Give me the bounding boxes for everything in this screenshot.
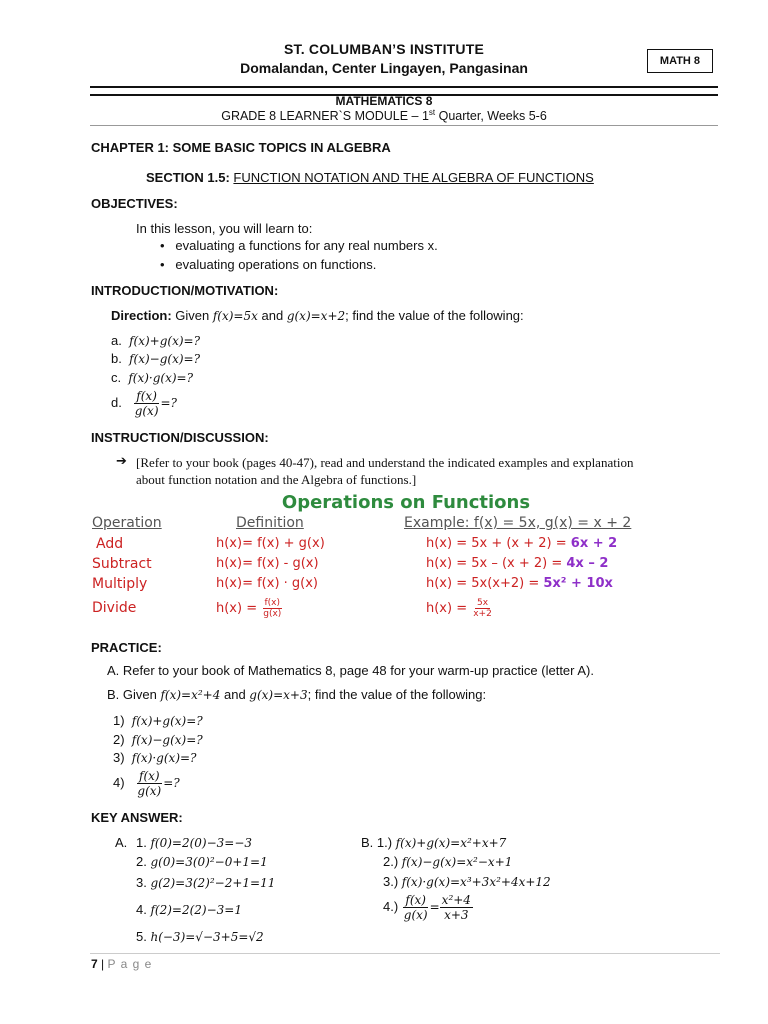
practice-item-4: 4) $\frac{f(x)}{g(x)}$ =? <box>113 769 180 798</box>
operation-row <box>88 556 724 576</box>
operation-row <box>88 598 724 628</box>
direction-line: Direction: Given f(x)=5x and g(x)=x+2; find the value of the following: <box>111 308 524 323</box>
operation-row <box>88 536 724 556</box>
page-word: P a g e <box>107 957 153 971</box>
operation-name: Add <box>96 536 124 552</box>
practice-item-3: 3) f(x)·g(x)=? <box>113 750 197 765</box>
section-name: FUNCTION NOTATION AND THE ALGEBRA OF FUNCTIONS <box>233 170 594 185</box>
introduction-heading: INTRODUCTION/MOTIVATION: <box>91 283 279 298</box>
key-a-item: 5. h(−3)=√−3+5=√2 <box>136 929 264 944</box>
subject-badge <box>647 49 713 73</box>
key-a-item: 3. g(2)=3(2)²−2+1=11 <box>136 875 276 890</box>
operation-example: h(x) = 5x – (x + 2) = 4x – 2 <box>426 556 609 571</box>
section-label: SECTION 1.5: <box>146 170 230 185</box>
key-a-item: 2. g(0)=3(0)²−0+1=1 <box>136 854 268 869</box>
instruction-heading: INSTRUCTION/DISCUSSION: <box>91 430 269 445</box>
operations-header-operation: Operation <box>92 515 162 531</box>
operation-example: h(x) = 5x(x+2) = 5x² + 10x <box>426 576 613 591</box>
operations-header-example: Example: f(x) = 5x, g(x) = x + 2 <box>404 515 632 531</box>
chapter-title: CHAPTER 1: SOME BASIC TOPICS IN ALGEBRA <box>91 140 391 155</box>
instruction-text-1: [Refer to your book (pages 40-47), read and understand the indicated examples and explanation <box>136 455 634 470</box>
objective-item: • evaluating a functions for any real numbers x. <box>160 238 438 253</box>
operations-title: Operations on Functions <box>281 492 531 513</box>
header-thin-rule <box>90 125 718 126</box>
school-name: ST. COLUMBAN’S INSTITUTE <box>283 41 485 57</box>
practice-a: A. Refer to your book of Mathematics 8, page 48 for your warm-up practice (letter A). <box>107 663 594 678</box>
operation-example: h(x) = 5x + (x + 2) = 6x + 2 <box>426 536 618 551</box>
subject-title: MATHEMATICS 8 <box>335 94 433 108</box>
key-b-item: 4.) $\frac{f(x)}{g(x)}$ = $\frac{\text{x²+4}}{x+3}$ <box>383 893 471 922</box>
operation-row <box>88 576 724 596</box>
operation-definition: h(x)= f(x) - g(x) <box>216 556 319 571</box>
operations-image <box>88 490 724 630</box>
practice-item-2: 2) f(x)−g(x)=? <box>113 732 203 747</box>
subject-badge-label: MATH 8 <box>659 55 701 67</box>
operation-name: Subtract <box>92 556 152 572</box>
key-a-label: A. <box>115 835 128 850</box>
practice-item-1: 1) f(x)+g(x)=? <box>113 713 203 728</box>
operation-example: h(x) = $\frac{5x}{x+2}$ <box>426 598 492 619</box>
arrow-icon: ➔ <box>116 454 127 469</box>
key-b-item: 3.) f(x)·g(x)=x³+3x²+4x+12 <box>383 874 551 889</box>
key-b-item: 2.) f(x)−g(x)=x²−x+1 <box>383 854 513 869</box>
page-number: 7 <box>91 957 98 971</box>
operation-definition: h(x)= f(x) + g(x) <box>216 536 325 551</box>
operation-definition: h(x)= f(x) · g(x) <box>216 576 319 591</box>
instruction-text-2: about function notation and the Algebra of functions.] <box>136 472 417 487</box>
school-address: Domalandan, Center Lingayen, Pangasinan <box>240 60 528 76</box>
operation-definition: h(x) = $\frac{f(x)}{g(x)}$ <box>216 598 282 619</box>
module-title: GRADE 8 LEARNER`S MODULE – 1st Quarter, Weeks 5-6 <box>221 108 547 124</box>
key-a-item: 1. f(0)=2(0)−3=−3 <box>136 835 253 850</box>
key-b-item: B. 1.) f(x)+g(x)=x²+x+7 <box>361 835 507 850</box>
key-a-item: 4. f(2)=2(2)−3=1 <box>136 902 242 917</box>
operations-header-definition: Definition <box>236 515 304 531</box>
intro-item-d: d. $\frac{f(x)}{g(x)}$ =? <box>111 389 177 418</box>
practice-heading: PRACTICE: <box>91 640 162 655</box>
intro-item-b: b. f(x)−g(x)=? <box>111 351 201 366</box>
objectives-intro: In this lesson, you will learn to: <box>136 221 313 236</box>
page-footer: 7 | P a g e <box>91 957 153 971</box>
operation-name: Multiply <box>92 576 148 592</box>
key-answer-heading: KEY ANSWER: <box>91 810 183 825</box>
practice-b: B. Given f(x)=x²+4 and g(x)=x+3; find the value of the following: <box>107 687 487 702</box>
section-title <box>146 170 594 185</box>
intro-item-c: c. f(x)·g(x)=? <box>111 370 194 385</box>
objective-item: • evaluating operations on functions. <box>160 257 377 272</box>
operation-name: Divide <box>92 600 137 616</box>
objectives-heading: OBJECTIVES: <box>91 196 178 211</box>
footer-rule <box>90 953 720 954</box>
intro-item-a: a. f(x)+g(x)=? <box>111 333 201 348</box>
